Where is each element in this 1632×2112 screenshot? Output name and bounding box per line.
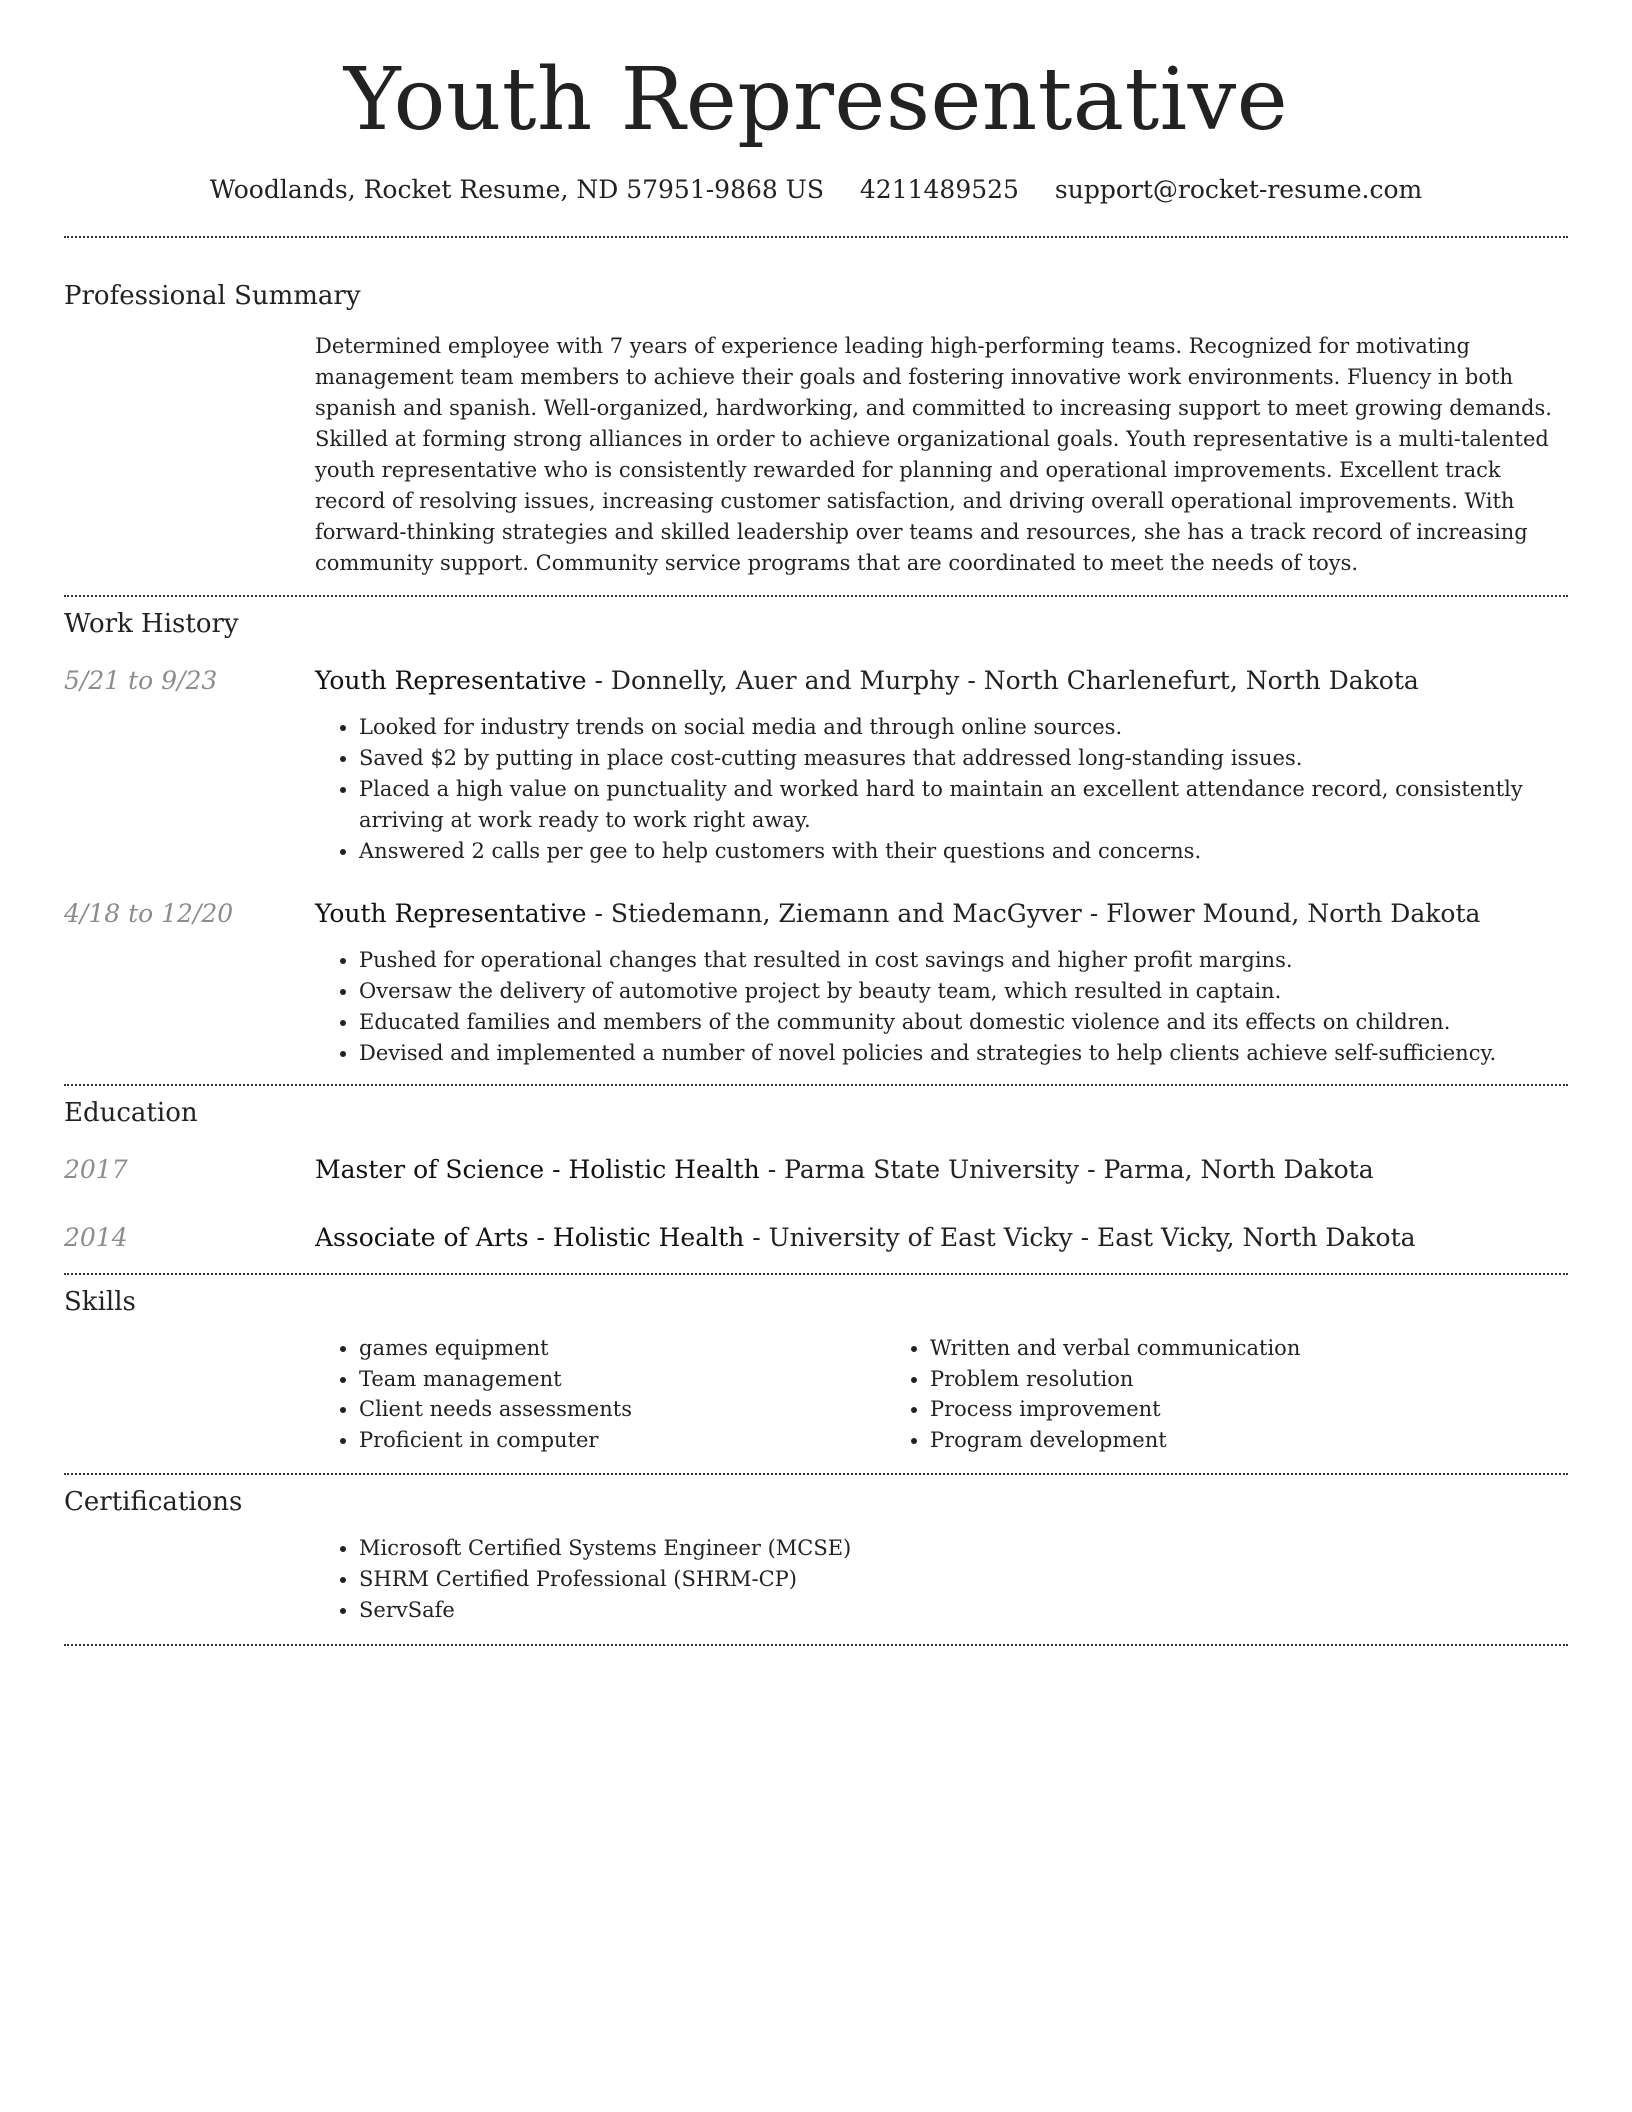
list-item: • Team management — [359, 1364, 886, 1395]
job-role: Youth Representative — [315, 899, 587, 928]
work-history-title: Work History — [64, 609, 239, 639]
job-entry — [64, 664, 1568, 867]
education-details: - Parma State University - Parma, North Dakota — [759, 1155, 1374, 1184]
list-item: • Saved $2 by putting in place cost-cutting measures that addressed long-standing issues. — [359, 743, 1568, 774]
list-item: • Program development — [930, 1425, 1457, 1456]
summary-text: Determined employee with 7 years of experience leading high-performing teams. Recognized for motivating management team members to achieve their goals and fostering innovative work environments. Fluency in both spanish and spanish. Well-organized, hardworking, and committed to increasing support to meet growing demands. Skilled at forming strong alliances in order to achieve organizational goals. Youth representative is a multi-talented youth representative who is consistently rewarded for planning and operational improvements. Excellent track record of resolving issues, increasing customer satisfaction, and driving overall operational improvements. With forward-thinking strategies and skilled leadership over teams and resources, she has a track record of increasing community support. Community service programs that are coordinated to meet the needs of toys. — [315, 334, 1552, 575]
list-item: • Microsoft Certified Systems Engineer (MCSE) — [359, 1533, 1568, 1564]
skills-list — [315, 1333, 1568, 1455]
certifications-list — [315, 1533, 1568, 1626]
certifications-title: Certifications — [64, 1487, 243, 1517]
section-divider — [64, 1273, 1568, 1275]
list-item: • Oversaw the delivery of automotive project by beauty team, which resulted in captain. — [359, 976, 1568, 1007]
skills-column-1 — [315, 1333, 886, 1455]
contact-line — [64, 173, 1568, 207]
list-item: • Pushed for operational changes that resulted in cost savings and higher profit margins. — [359, 945, 1568, 976]
education-year: 2014 — [64, 1223, 128, 1252]
contact-address: Woodlands, Rocket Resume, ND 57951-9868 US — [209, 175, 824, 204]
education-title: Education — [64, 1098, 198, 1128]
section-divider — [64, 1644, 1568, 1646]
education-degree: Associate of Arts - Holistic Health — [315, 1223, 745, 1252]
education-details: - University of East Vicky - East Vicky, North Dakota — [744, 1223, 1416, 1252]
skills-column-2 — [886, 1333, 1457, 1455]
list-item: • Written and verbal communication — [930, 1333, 1457, 1364]
section-divider — [64, 1084, 1568, 1086]
list-item: • Looked for industry trends on social media and through online sources. — [359, 712, 1568, 743]
education-entry — [64, 1153, 1568, 1187]
job-bullets — [315, 945, 1568, 1069]
education-year: 2017 — [64, 1155, 128, 1184]
section-divider — [64, 595, 1568, 597]
contact-phone: 4211489525 — [859, 175, 1019, 204]
list-item: • Devised and implemented a number of novel policies and strategies to help clients achieve self-sufficiency. — [359, 1038, 1568, 1069]
list-item: • Placed a high value on punctuality and worked hard to maintain an excellent attendance record, consistently arriving at work ready to work right away. — [359, 774, 1568, 836]
list-item: • ServSafe — [359, 1595, 1568, 1626]
job-dates: 5/21 to 9/23 — [64, 666, 218, 695]
job-role: Youth Representative — [315, 666, 587, 695]
job-bullets — [315, 712, 1568, 867]
resume-name: Youth Representative — [343, 50, 1289, 150]
education-degree: Master of Science - Holistic Health — [315, 1155, 760, 1184]
job-details: - Donnelly, Auer and Murphy - North Charlenefurt, North Dakota — [586, 666, 1419, 695]
job-entry — [64, 897, 1568, 1069]
contact-email: support@rocket-resume.com — [1054, 175, 1423, 204]
job-dates: 4/18 to 12/20 — [64, 899, 234, 928]
skills-title: Skills — [64, 1287, 136, 1317]
job-details: - Stiedemann, Ziemann and MacGyver - Flower Mound, North Dakota — [586, 899, 1481, 928]
list-item: • Client needs assessments — [359, 1394, 886, 1425]
job-heading — [315, 897, 1568, 931]
section-divider — [64, 1473, 1568, 1475]
resume-page — [64, 0, 1568, 1646]
list-item: • games equipment — [359, 1333, 886, 1364]
education-entry — [64, 1221, 1568, 1255]
list-item: • Proficient in computer — [359, 1425, 886, 1456]
list-item: • Educated families and members of the community about domestic violence and its effects on children. — [359, 1007, 1568, 1038]
list-item: • SHRM Certified Professional (SHRM-CP) — [359, 1564, 1568, 1595]
list-item: • Problem resolution — [930, 1364, 1457, 1395]
list-item: • Answered 2 calls per gee to help customers with their questions and concerns. — [359, 836, 1568, 867]
list-item: • Process improvement — [930, 1394, 1457, 1425]
summary-title: Professional Summary — [64, 281, 361, 311]
section-divider — [64, 236, 1568, 238]
job-heading — [315, 664, 1568, 698]
